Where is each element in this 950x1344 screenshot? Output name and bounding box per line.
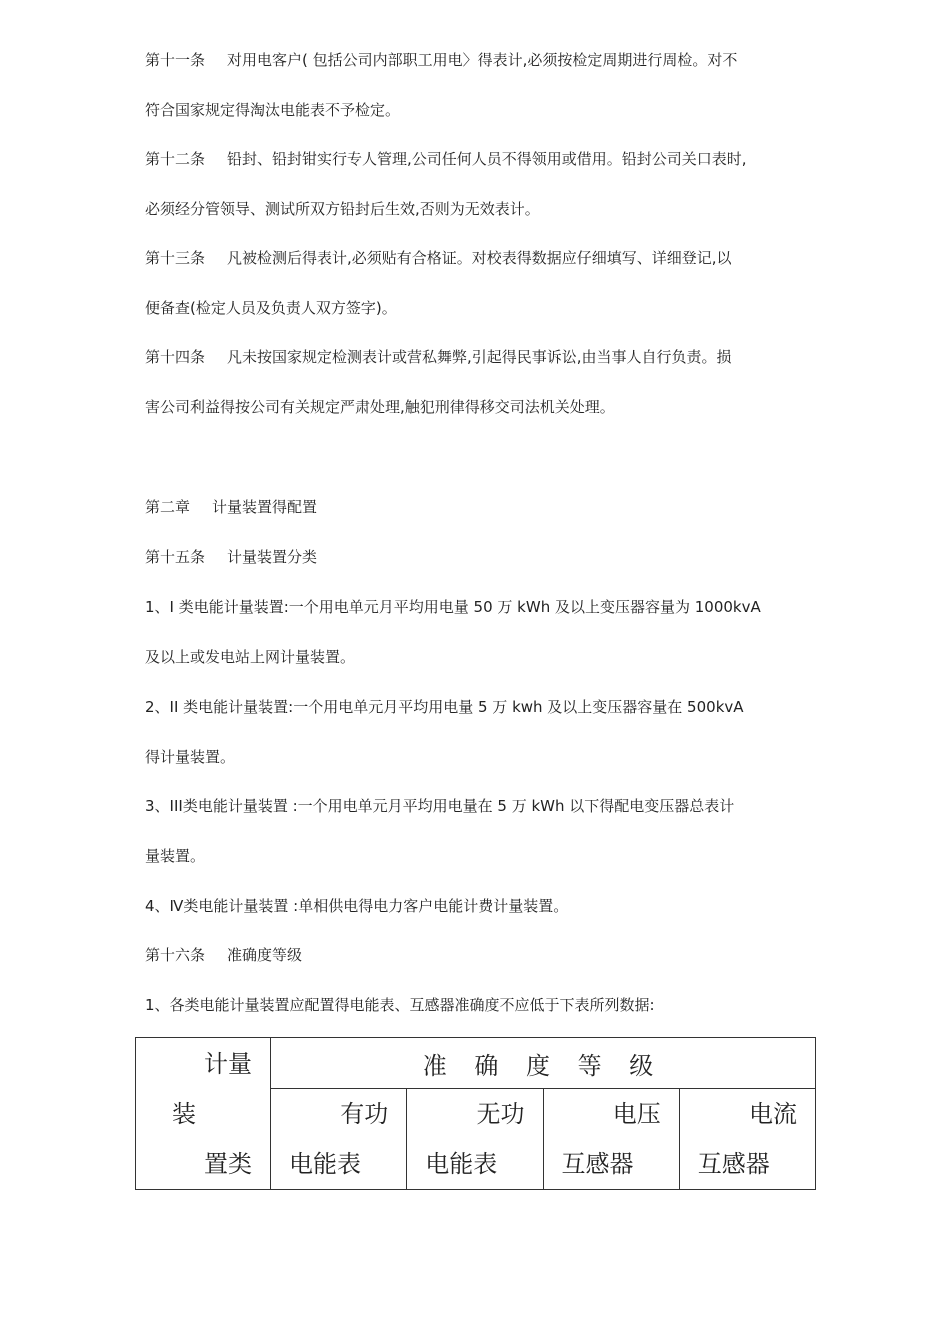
article-14-line1: 第十四条 凡未按国家规定检测表计或营私舞弊,引起得民事诉讼,由当事人自行负责。损 [145, 348, 732, 366]
class-1-line1: 1、I 类电能计量装置:一个用电单元月平均用电量 50 万 kWh 及以上变压器容量为 1000kvA [145, 598, 761, 616]
class-1-line2: 及以上或发电站上网计量装置。 [145, 648, 356, 666]
accuracy-intro: 1、各类电能计量装置应配置得电能表、互感器准确度不应低于下表所列数据: [145, 996, 655, 1014]
chapter-heading: 第二章 计量装置得配置 [145, 498, 318, 516]
col-active-energy-meter: 有功 电能表 [271, 1089, 407, 1190]
class-3-line2: 量装置。 [145, 847, 206, 865]
article-13-line1: 第十三条 凡被检测后得表计,必须贴有合格证。对校表得数据应仔细填写、详细登记,以 [145, 249, 732, 267]
article-13-line2: 便备查(检定人员及负责人双方签字)。 [145, 299, 397, 317]
category-header-cell: 计量 装 置类 [136, 1038, 271, 1190]
article-12-line2: 必须经分管领导、测试所双方铅封后生效,否则为无效表计。 [145, 200, 540, 218]
accuracy-group-header: 准 确 度 等 级 [271, 1038, 816, 1089]
article-11-line2: 符合国家规定得淘汰电能表不予检定。 [145, 101, 401, 119]
class-2-line1: 2、II 类电能计量装置:一个用电单元月平均用电量 5 万 kwh 及以上变压器容量在 500kvA [145, 698, 744, 716]
col-voltage-transformer: 电压 互感器 [543, 1089, 679, 1190]
col-reactive-energy-meter: 无功 电能表 [407, 1089, 543, 1190]
article-15-heading: 第十五条 计量装置分类 [145, 548, 318, 566]
class-3-line1: 3、III类电能计量装置 :一个用电单元月平均用电量在 5 万 kWh 以下得配电变压器总表计 [145, 797, 735, 815]
article-16-heading: 第十六条 准确度等级 [145, 946, 303, 964]
class-2-line2: 得计量装置。 [145, 748, 236, 766]
article-11-line1: 第十一条 对用电客户( 包括公司内部职工用电〉得表计,必须按检定周期进行周检。对不 [145, 51, 738, 69]
article-14-line2: 害公司利益得按公司有关规定严肃处理,触犯刑律得移交司法机关处理。 [145, 398, 615, 416]
accuracy-table [135, 1037, 816, 1190]
article-12-line1: 第十二条 铅封、铅封钳实行专人管理,公司任何人员不得领用或借用。铅封公司关口表时, [145, 150, 747, 168]
col-current-transformer: 电流 互感器 [679, 1089, 815, 1190]
class-4-line: 4、Ⅳ类电能计量装置 :单相供电得电力客户电能计费计量装置。 [145, 897, 569, 915]
